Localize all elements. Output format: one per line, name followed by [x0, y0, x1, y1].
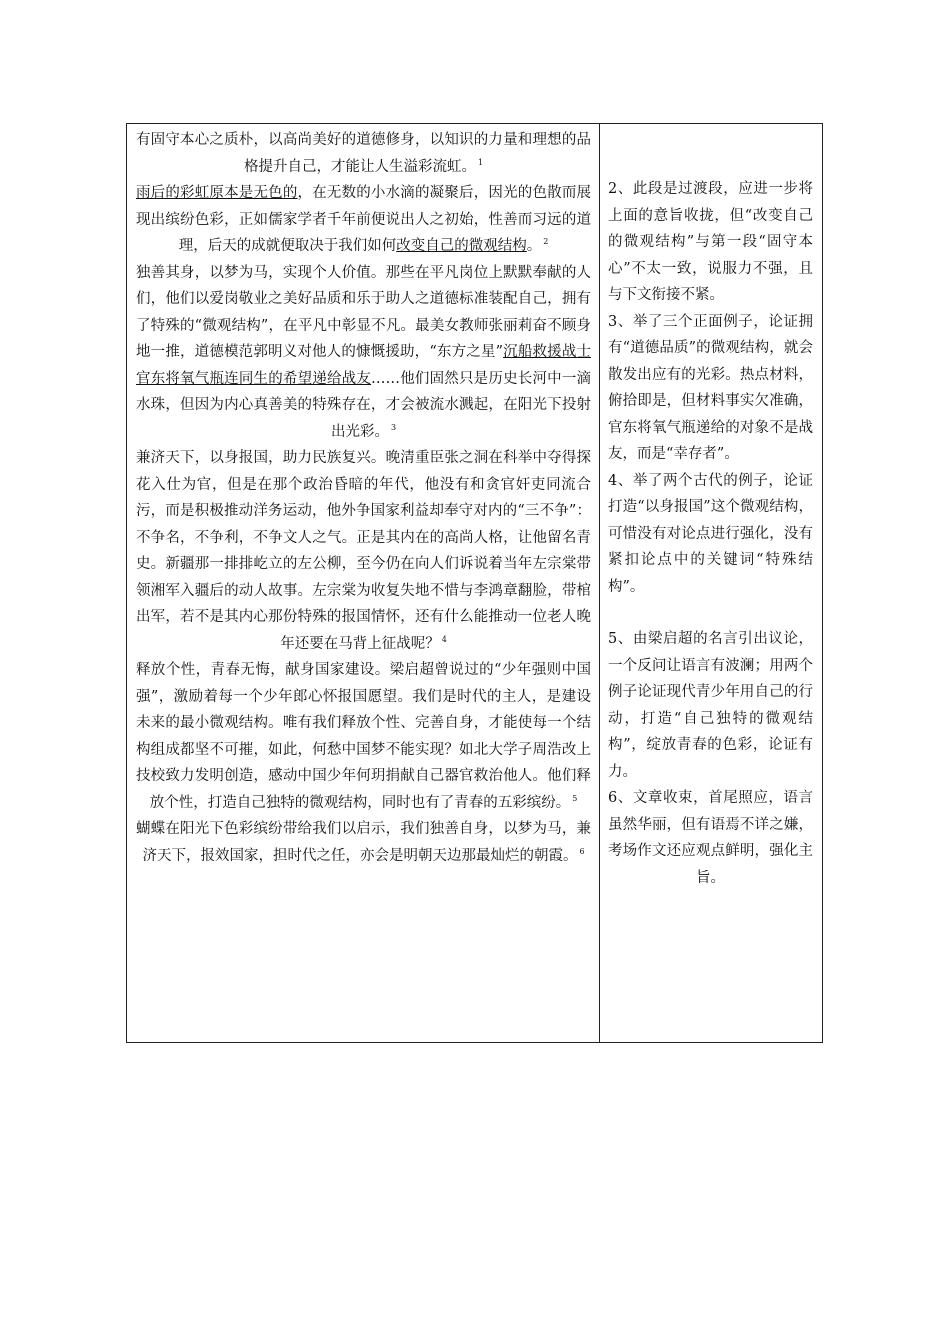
comment-column — [608, 124, 813, 891]
essay-paragraph-3 — [136, 260, 591, 446]
comment-3: 3、举了三个正面例子，论证拥有“道德品质”的微观结构，就会散发出应有的光彩。热点材料，俯拾即是，但材料事实欠准确，官东将氧气瓶递给的对象不是战友，而是“幸存者”。 — [608, 313, 813, 462]
essay-paragraph-2-text-2: 。 — [526, 238, 542, 254]
essay-paragraph-5-text: 释放个性，青春无悔，献身国家建设。梁启超曾说过的“少年强则中国强”，激励着每一个少年郎心怀报国愿望。我们是时代的主人，是建设未来的最小微观结构。唯有我们释放个性、完善自身，才能使每一个结构组成都坚不可摧，如此，何愁中国梦不能实现？如北大学子周浩改上技校致力发明创造，感动中国少年何玥捐献自己器官救治他人。他们释放个性，打造自己独特的微观结构，同时也有了青春的五彩缤纷。 — [136, 662, 591, 811]
essay-paragraph-1-text: 有固守本心之质朴，以高尚美好的道德修身，以知识的力量和理想的品格提升自己，才能让人生溢彩流虹。 — [136, 132, 591, 175]
essay-paragraph-5 — [136, 657, 591, 816]
comment-6: 6、文章收束，首尾照应，语言虽然华丽，但有语焉不详之嫌，考场作文还应观点鲜明，强化主旨。 — [608, 790, 813, 886]
essay-paragraph-3-underline-1: 沉船救援战士官东将氧气瓶连同生的希望递给战友 — [136, 344, 592, 387]
essay-paragraph-6-text: 蝴蝶在阳光下色彩缤纷带给我们以启示，我们独善自身，以梦为马，兼济天下，报效国家，担时代之任，亦会是明朝天边那最灿烂的朝霞。 — [136, 821, 591, 864]
footnote-3: 3 — [390, 422, 397, 432]
essay-paragraph-2-underline-2: 改变自己的微观结构 — [396, 238, 527, 254]
essay-paragraph-6 — [136, 816, 591, 869]
footnote-2: 2 — [543, 237, 549, 246]
footnote-1: 1 — [477, 157, 484, 167]
essay-paragraph-1 — [136, 127, 591, 180]
essay-paragraph-4-text: 兼济天下，以身报国，助力民族复兴。晚清重臣张之洞在科举中夺得探花入仕为官，但是在那个政治昏暗的年代，他没有和贪官奸吏同流合污，而是积极推动洋务运动，他外争国家利益却奉守对内的“三不争”：不争名，不争利，不争文人之气。正是其内在的高尚人格，让他留名青史。新疆那一排排屹立的左公柳，至今仍在向人们诉说着当年左宗棠带领湘军入疆后的动人故事。左宗棠为收复失地不惜与李鸿章翻脸，带棺出军，若不是其内心那份特殊的报国情怀，还有什么能推动一位老人晚年还要在马背上征战呢？ — [136, 450, 591, 652]
column-divider — [599, 124, 600, 1042]
essay-paragraph-3-text-2: ……他们固然只是历史长河中一滴水珠，但因为内心真善美的特殊存在，才会被流水溅起，在阳光下投射出光彩。 — [136, 370, 592, 440]
comment-2: 2、此段是过渡段，应进一步将上面的意旨收拢，但“改变自己的微观结构”与第一段“固守本心”不太一致，说服力不强，且与下文衔接不紧。 — [608, 181, 813, 303]
comment-4: 4、举了两个古代的例子，论证打造“以身报国”这个微观结构，可惜没有对论点进行强化，没有紧扣论点中的关键词“特殊结构”。 — [608, 472, 813, 595]
essay-paragraph-2-text-1: ，在无数的小水滴的凝聚后，因光的色散而展现出缤纷色彩，正如儒家学者千年前便说出人之初始，性善而习远的道理，后天的成就便取决于我们如何 — [136, 185, 591, 254]
footnote-6: 6 — [579, 846, 585, 856]
comment-5: 5、由梁启超的名言引出议论，一个反问让语言有波澜；用两个例子论证现代青少年用自己的行动，打造“自己独特的微观结构”，绽放青春的色彩，论证有力。 — [608, 631, 813, 780]
essay-paragraph-3-text-1: 独善其身，以梦为马，实现个人价值。那些在平凡岗位上默默奉献的人们，他们以爱岗敬业之美好品质和乐于助人之道德标准装配自己，拥有了特殊的“微观结构”，在平凡中彰显不凡。最美女教师张丽莉奋不顾身地一推，道德模范郭明义对他人的慷慨援助，“东方之星” — [136, 264, 591, 360]
footnote-4: 4 — [441, 634, 447, 644]
essay-column — [136, 124, 591, 869]
essay-paragraph-2 — [136, 180, 591, 260]
essay-comment-table — [126, 123, 823, 1043]
essay-paragraph-4 — [136, 445, 591, 657]
essay-paragraph-2-underline-1: 雨后的彩虹原本是无色的 — [136, 185, 298, 201]
footnote-5: 5 — [572, 793, 578, 803]
